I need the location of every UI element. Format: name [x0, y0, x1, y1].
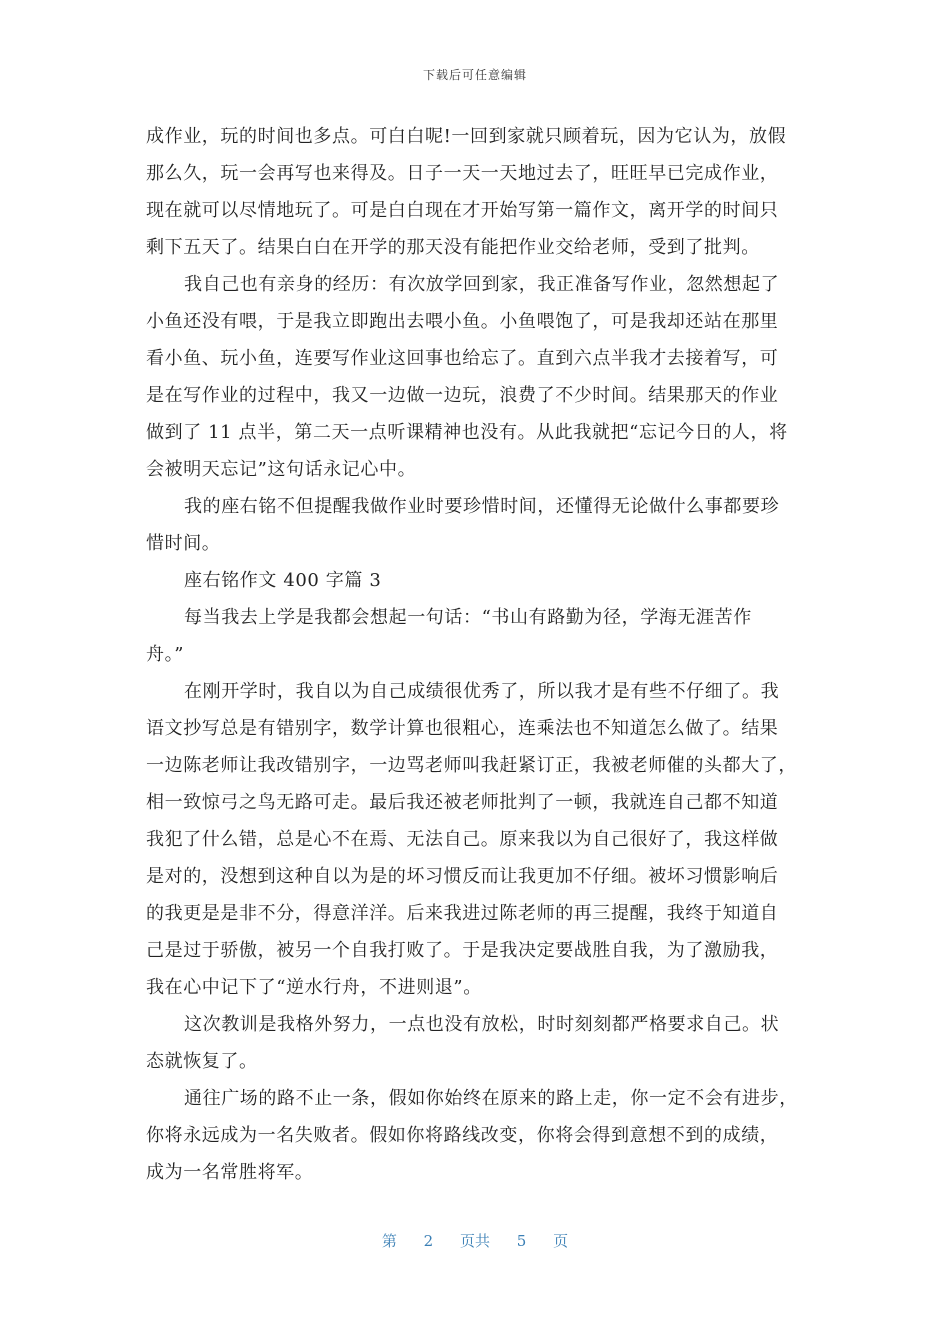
text-line: 成作业，玩的时间也多点。可白白呢!一回到家就只顾着玩，因为它认为，放假: [146, 126, 787, 147]
text-line: 成为一名常胜将军。: [146, 1162, 314, 1183]
text-line: 我自己也有亲身的经历：有次放学回到家，我正准备写作业，忽然想起了: [184, 274, 780, 295]
text-line: 语文抄写总是有错别字，数学计算也很粗心，连乘法也不知道怎么做了。结果: [146, 718, 779, 739]
text-line: 在刚开学时，我自以为自己成绩很优秀了，所以我才是有些不仔细了。我: [184, 681, 780, 702]
text-line: 那么久，玩一会再写也来得及。日子一天一天地过去了，旺旺早已完成作业，: [146, 163, 779, 184]
footer-middle: 页共: [459, 1232, 490, 1250]
text-line: 舟。”: [146, 644, 185, 665]
footer-current-page: 2: [423, 1232, 434, 1250]
text-line: 每当我去上学是我都会想起一句话：“书山有路勤为径，学海无涯苦作: [184, 607, 752, 628]
text-line: 这次教训是我格外努力，一点也没有放松，时时刻刻都严格要求自己。状: [184, 1014, 780, 1035]
text-line: 会被明天忘记”这句话永记心中。: [146, 459, 417, 480]
text-line: 是在写作业的过程中，我又一边做一边玩，浪费了不少时间。结果那天的作业: [146, 385, 779, 406]
text-line: 通往广场的路不止一条，假如你始终在原来的路上走，你一定不会有进步，: [184, 1088, 798, 1109]
text-line: 是对的，没想到这种自以为是的坏习惯反而让我更加不仔细。被坏习惯影响后: [146, 866, 779, 887]
document-body: [146, 118, 806, 1191]
text-line: 看小鱼、玩小鱼，连要写作业这回事也给忘了。直到六点半我才去接着写，可: [146, 348, 779, 369]
text-line: 态就恢复了。: [146, 1051, 258, 1072]
text-line: 我在心中记下了“逆水行舟，不进则退”。: [146, 977, 482, 998]
text-line: 一边陈老师让我改错别字，一边骂老师叫我赶紧订正，我被老师催的头都大了，: [146, 755, 797, 776]
page-header-note: 下载后可任意编辑: [422, 68, 527, 82]
footer-total-pages: 5: [516, 1232, 527, 1250]
text-line: 剩下五天了。结果白白在开学的那天没有能把作业交给老师，受到了批判。: [146, 237, 760, 258]
text-line: 现在就可以尽情地玩了。可是白白现在才开始写第一篇作文，离开学的时间只: [146, 200, 779, 221]
text-line: 做到了 11 点半，第二天一点听课精神也没有。从此我就把“忘记今日的人，将: [146, 422, 788, 443]
text-line: 座右铭作文 400 字篇 3: [184, 570, 382, 591]
text-line: 小鱼还没有喂，于是我立即跑出去喂小鱼。小鱼喂饱了，可是我却还站在那里: [146, 311, 779, 332]
text-line: 的我更是是非不分，得意洋洋。后来我进过陈老师的再三提醒，我终于知道自: [146, 903, 779, 924]
text-line: 惜时间。: [146, 533, 221, 554]
page-footer: [0, 1230, 950, 1251]
text-line: 相一致惊弓之鸟无路可走。最后我还被老师批判了一顿，我就连自己都不知道: [146, 792, 779, 813]
footer-suffix: 页: [553, 1232, 569, 1250]
text-line: 我犯了什么错，总是心不在焉、无法自己。原来我以为自己很好了，我这样做: [146, 829, 779, 850]
text-line: 己是过于骄傲，被另一个自我打败了。于是我决定要战胜自我，为了激励我，: [146, 940, 779, 961]
text-line: 你将永远成为一名失败者。假如你将路线改变，你将会得到意想不到的成绩，: [146, 1125, 779, 1146]
text-line: 我的座右铭不但提醒我做作业时要珍惜时间，还懂得无论做什么事都要珍: [184, 496, 780, 517]
footer-prefix: 第: [381, 1232, 397, 1250]
